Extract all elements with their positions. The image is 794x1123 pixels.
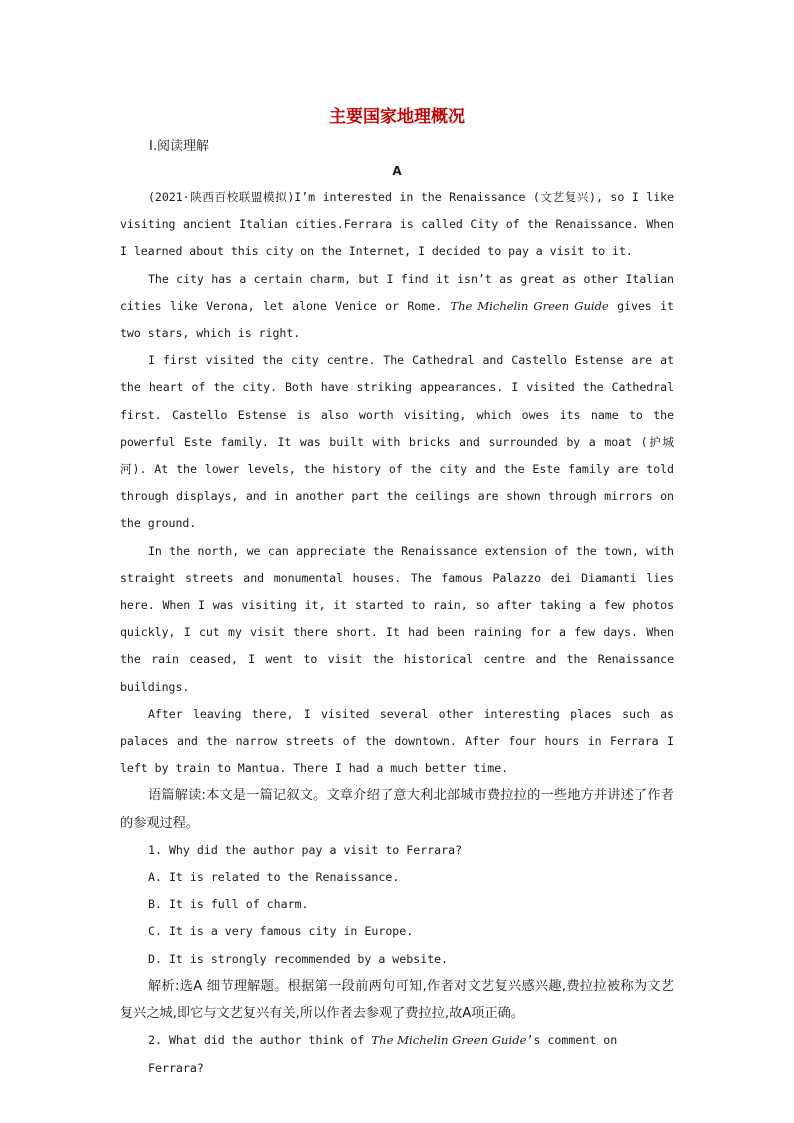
question-1-option-a: A. It is related to the Renaissance. [148, 870, 400, 885]
question-2-stem: 2. What did the author think of The Michelin Green Guide’s comment on Ferrara? [148, 1033, 618, 1075]
question-1-analysis: 解析:选A 细节理解题。根据第一段前两句可知,作者对文艺复兴感兴趣,费拉拉被称为文艺复兴之城,即它与文艺复兴有关,所以作者去参观了费拉拉,故A项正确。 [120, 978, 674, 1022]
question-1-option-c: C. It is a very famous city in Europe. [148, 924, 414, 939]
book-title-italic: The Michelin Green Guide [450, 298, 609, 313]
passage-paragraph-5: After leaving there, I visited several other interesting places such as palaces and the narrow streets of the downtown. After four hours in Ferrara I left by train to Mantua. There I had a much better time. [120, 706, 674, 776]
question-1-stem: 1. Why did the author pay a visit to Ferrara? [148, 842, 463, 857]
passage-summary: 语篇解读:本文是一篇记叙文。文章介绍了意大利北部城市费拉拉的一些地方并讲述了作者的参观过程。 [120, 788, 674, 831]
passage-paragraph-1: (2021·陕西百校联盟模拟)I’m interested in the Renaissance (文艺复兴), so I like visiting ancient Italian cities.Ferrara is called City of the Renaissance. When I learned about this city on the Internet, I decided to pay a visit to it. [120, 190, 674, 259]
passage-paragraph-3: I first visited the city centre. The Cathedral and Castello Estense are at the heart of the city. Both have striking appearances. I visited the Cathedral first. Castello Estense is also worth visiting, which owes its name to the powerful Este family. It was built with bricks and surrounded by a moat (护城河). At the lower levels, the history of the city and the Este family are told through displays, and in another part the ceilings are shown through mirrors on the ground. [120, 353, 674, 531]
passage-paragraph-2: The city has a certain charm, but I find it isn’t as great as other Italian cities like Verona, let alone Venice or Rome. The Michelin Green Guide gives it two stars, which is right. [120, 271, 674, 341]
passage-paragraph-4: In the north, we can appreciate the Renaissance extension of the town, with straight streets and monumental houses. The famous Palazzo dei Diamanti lies here. When I was visiting it, it started to rain, so after taking a few photos quickly, I cut my visit there short. It had been raining for a few days. When the rain ceased, I went to visit the historical centre and the Renaissance buildings. [120, 543, 674, 694]
section-heading: Ⅰ.阅读理解 [149, 139, 209, 154]
passage-label: A [392, 164, 402, 178]
question-1-option-b: B. It is full of charm. [148, 897, 309, 912]
question-1-option-d: D. It is strongly recommended by a website. [148, 951, 449, 966]
page-title: 主要国家地理概况 [329, 107, 465, 127]
document-body [120, 104, 674, 1082]
book-title-italic: The Michelin Green Guide [371, 1033, 527, 1048]
